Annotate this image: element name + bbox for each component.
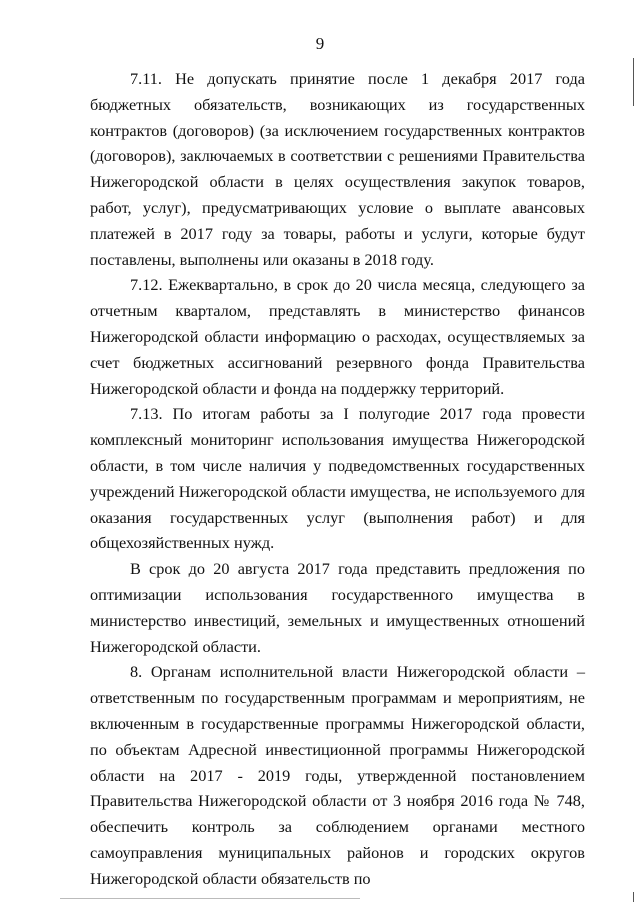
paragraph-7-12: 7.12. Ежеквартально, в срок до 20 числа месяца, следующего за отчетным кварталом, представлять в министерство финансов Нижегородской области информацию о расходах, осуществляемых за счет бюджетных ассигнований резервного фонда Правительства Нижегородской области и фонда на поддержку территорий. — [90, 275, 585, 398]
scan-edge-mark-right-bottom — [633, 892, 634, 902]
scan-edge-line-bottom — [60, 898, 360, 899]
scan-edge-mark-right-top — [633, 58, 634, 106]
document-body — [90, 66, 585, 892]
paragraph-7-11: 7.11. Не допускать принятие после 1 декабря 2017 года бюджетных обязательств, возникающих из государственных контрактов (договоров) (за исключением государственных контрактов (договоров), заключаемых в соответствии с решениями Правительства Нижегородской области в целях осуществления закупок товаров, работ, услуг), предусматривающих условие о выплате авансовых платежей в 2017 году за товары, работы и услуги, которые будут поставлены, выполнены или оказаны в 2018 году. — [90, 69, 585, 269]
paragraph-deadline-august: В срок до 20 августа 2017 года представить предложения по оптимизации использования государственного имущества в министерство инвестиций, земельных и имущественных отношений Нижегородской области. — [90, 559, 585, 656]
paragraph-7-13: 7.13. По итогам работы за I полугодие 2017 года провести комплексный мониторинг использования имущества Нижегородской области, в том числе наличия у подведомственных государственных учреждений Нижегородской области имущества, не используемого для оказания государственных услуг (выполнения работ) и для общехозяйственных нужд. — [90, 404, 585, 553]
paragraph-8: 8. Органам исполнительной власти Нижегородской области – ответственным по государственным программам и мероприятиям, не включенным в государственные программы Нижегородской области, по объектам Адресной инвестиционной программы Нижегородской области на 2017 - 2019 годы, утвержденной постановлением Правительства Нижегородской области от 3 ноября 2016 года № 748, обеспечить контроль за соблюдением органами местного самоуправления муниципальных районов и городских округов Нижегородской области обязательств по — [90, 662, 585, 888]
page-number: 9 — [315, 34, 325, 53]
